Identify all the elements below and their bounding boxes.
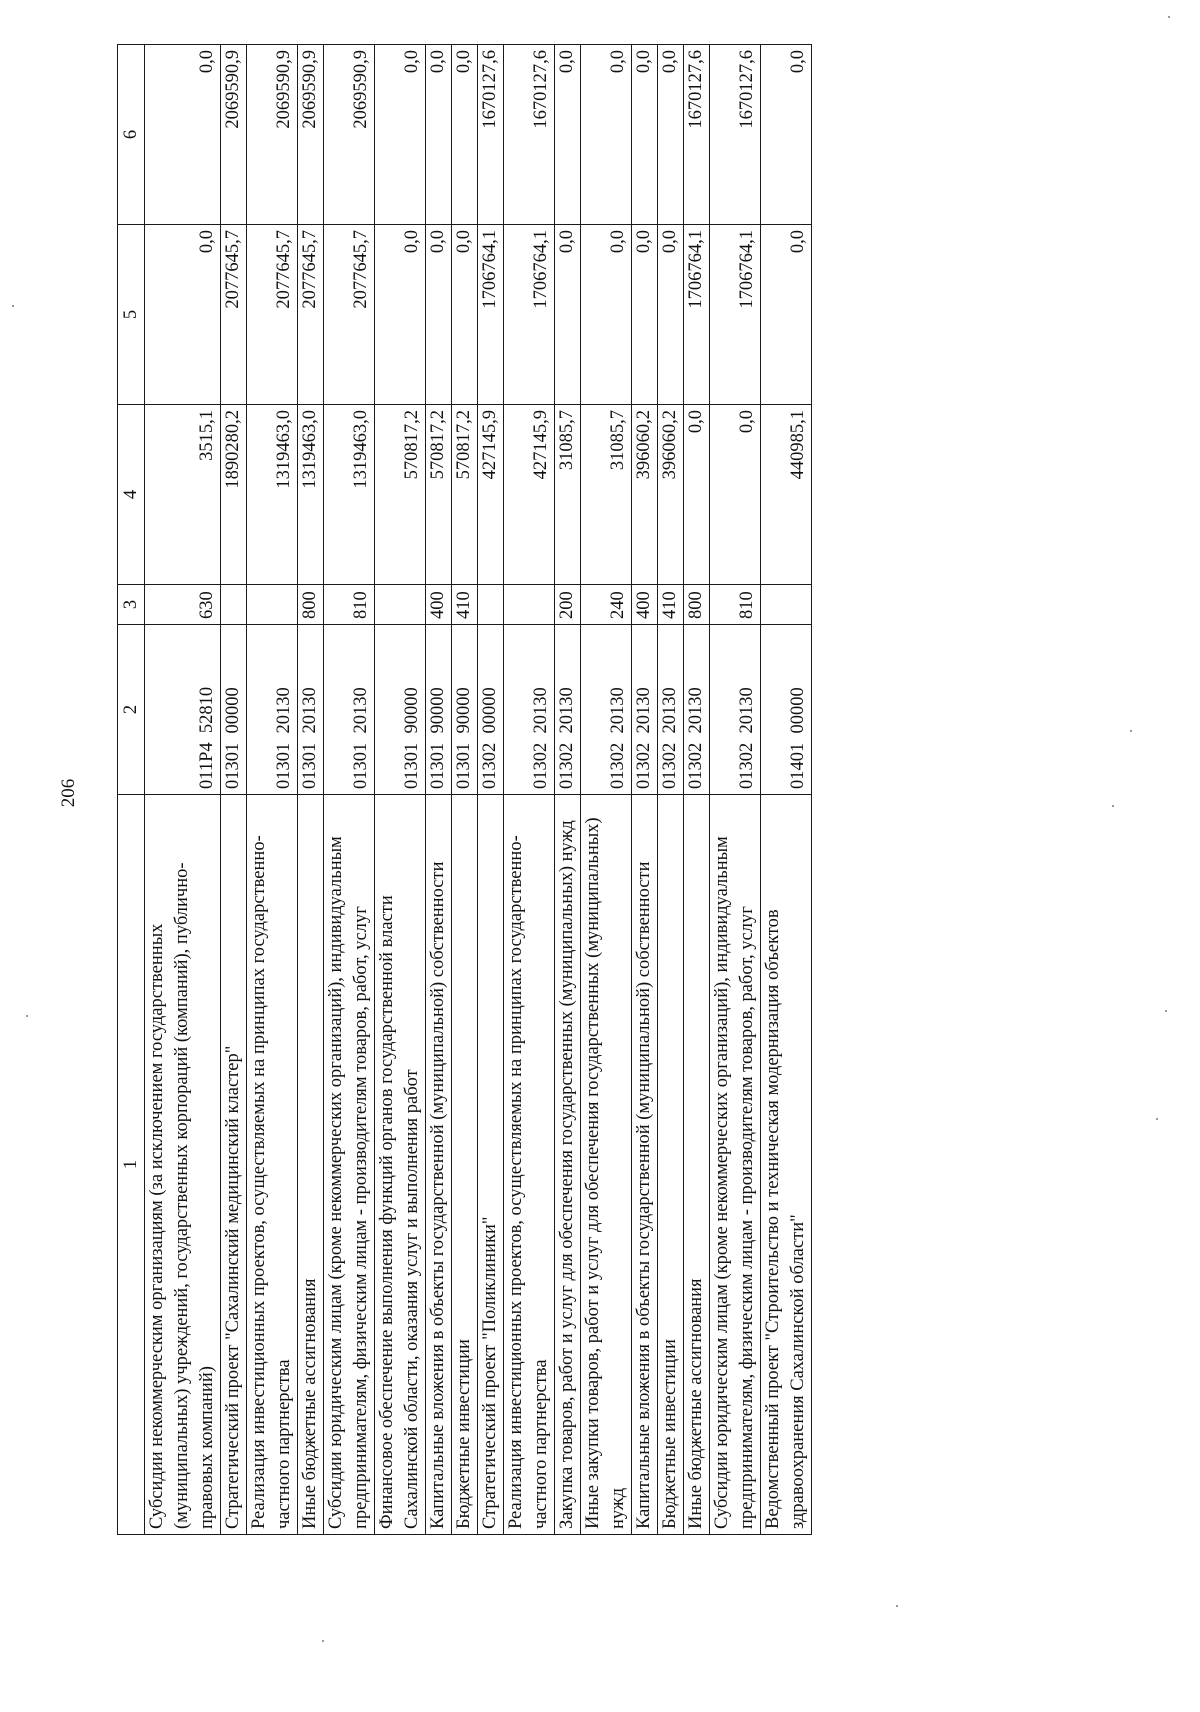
row-type-cell <box>221 585 247 625</box>
row-value-col4: 570817,2 <box>452 405 478 585</box>
row-value-col5: 2077645,7 <box>221 225 247 405</box>
row-code-cell: 01301 90000 <box>452 625 478 795</box>
row-value-col5: 0,0 <box>581 225 632 405</box>
row-code-cell: 01302 20130 <box>555 625 581 795</box>
row-name-cell: Капитальные вложения в объекты государственной (муниципальной) собственности <box>426 795 452 1535</box>
row-value-col5: 0,0 <box>632 225 658 405</box>
row-value-col4: 1890280,2 <box>221 405 247 585</box>
row-type-cell: 240 <box>581 585 632 625</box>
table-row <box>375 45 426 1535</box>
row-value-col4: 3515,1 <box>145 405 221 585</box>
row-code-cell: 01302 20130 <box>632 625 658 795</box>
header-col-4: 4 <box>118 405 145 585</box>
table-row <box>761 45 812 1535</box>
row-type-cell: 400 <box>426 585 452 625</box>
row-value-col4: 396060,2 <box>658 405 684 585</box>
row-type-cell: 400 <box>632 585 658 625</box>
table-row <box>504 45 555 1535</box>
table-row <box>452 45 478 1535</box>
table-row <box>324 45 375 1535</box>
row-value-col6: 0,0 <box>761 45 812 225</box>
table-row <box>426 45 452 1535</box>
row-value-col6: 2069590,9 <box>221 45 247 225</box>
header-col-2: 2 <box>118 625 145 795</box>
table-row <box>247 45 298 1535</box>
row-value-col6: 0,0 <box>555 45 581 225</box>
row-value-col5: 2077645,7 <box>298 225 324 405</box>
row-type-cell: 810 <box>710 585 761 625</box>
row-type-cell: 410 <box>658 585 684 625</box>
row-value-col6: 2069590,9 <box>247 45 298 225</box>
page-number: 206 <box>58 778 79 808</box>
row-name-cell: Ведомственный проект "Строительство и техническая модернизация объектов здравоохранения Сахалинской области" <box>761 795 812 1535</box>
row-type-cell: 810 <box>324 585 375 625</box>
table-row <box>478 45 504 1535</box>
row-value-col5: 0,0 <box>452 225 478 405</box>
row-value-col6: 1670127,6 <box>710 45 761 225</box>
row-code-cell: 01301 90000 <box>375 625 426 795</box>
header-col-1: 1 <box>118 795 145 1535</box>
header-col-5: 5 <box>118 225 145 405</box>
table-header-row <box>118 45 145 1535</box>
row-value-col6: 1670127,6 <box>478 45 504 225</box>
scan-speck <box>1130 730 1132 732</box>
row-type-cell: 410 <box>452 585 478 625</box>
table-row <box>658 45 684 1535</box>
row-name-cell: Субсидии юридическим лицам (кроме некоммерческих организаций), индивидуальным предпринимателям, физическим лицам - производителям товаров, работ, услуг <box>710 795 761 1535</box>
scan-speck <box>1156 1118 1158 1120</box>
table-row <box>632 45 658 1535</box>
row-name-cell: Субсидии юридическим лицам (кроме некоммерческих организаций), индивидуальным предпринимателям, физическим лицам - производителям товаров, работ, услуг <box>324 795 375 1535</box>
row-type-cell: 630 <box>145 585 221 625</box>
row-type-cell <box>247 585 298 625</box>
row-value-col5: 1706764,1 <box>710 225 761 405</box>
table-row <box>555 45 581 1535</box>
row-value-col5: 0,0 <box>375 225 426 405</box>
row-code-cell: 01302 20130 <box>504 625 555 795</box>
scan-speck <box>12 305 14 307</box>
row-code-cell: 01302 20130 <box>684 625 710 795</box>
row-type-cell: 200 <box>555 585 581 625</box>
scan-speck <box>322 1640 324 1642</box>
row-value-col6: 2069590,9 <box>324 45 375 225</box>
row-value-col4: 570817,2 <box>426 405 452 585</box>
row-value-col6: 0,0 <box>658 45 684 225</box>
row-value-col4: 427145,9 <box>478 405 504 585</box>
row-name-cell: Бюджетные инвестиции <box>452 795 478 1535</box>
row-code-cell: 011P4 52810 <box>145 625 221 795</box>
budget-table <box>117 44 812 1535</box>
row-value-col6: 0,0 <box>452 45 478 225</box>
table-row <box>145 45 221 1535</box>
row-type-cell <box>761 585 812 625</box>
row-value-col4: 31085,7 <box>581 405 632 585</box>
row-name-cell: Стратегический проект "Поликлиники" <box>478 795 504 1535</box>
row-code-cell: 01301 20130 <box>324 625 375 795</box>
scan-speck <box>896 1605 898 1607</box>
table-row <box>221 45 247 1535</box>
row-value-col5: 1706764,1 <box>504 225 555 405</box>
row-code-cell: 01302 20130 <box>658 625 684 795</box>
row-value-col6: 0,0 <box>375 45 426 225</box>
row-value-col5: 2077645,7 <box>247 225 298 405</box>
row-name-cell: Иные бюджетные ассигнования <box>684 795 710 1535</box>
row-value-col4: 427145,9 <box>504 405 555 585</box>
row-value-col5: 0,0 <box>555 225 581 405</box>
scan-speck <box>1165 1010 1167 1012</box>
row-value-col6: 0,0 <box>145 45 221 225</box>
row-code-cell: 01301 90000 <box>426 625 452 795</box>
row-value-col4: 0,0 <box>710 405 761 585</box>
header-col-6: 6 <box>118 45 145 225</box>
header-col-3: 3 <box>118 585 145 625</box>
row-name-cell: Реализация инвестиционных проектов, осуществляемых на принципах государственно-частного партнерства <box>504 795 555 1535</box>
row-code-cell: 01301 20130 <box>247 625 298 795</box>
row-value-col6: 0,0 <box>426 45 452 225</box>
row-value-col6: 1670127,6 <box>684 45 710 225</box>
row-type-cell <box>375 585 426 625</box>
row-name-cell: Иные закупки товаров, работ и услуг для обеспечения государственных (муниципальных) нужд <box>581 795 632 1535</box>
row-code-cell: 01301 00000 <box>221 625 247 795</box>
row-code-cell: 01401 00000 <box>761 625 812 795</box>
row-type-cell <box>478 585 504 625</box>
table-row <box>581 45 632 1535</box>
scan-speck <box>26 1015 28 1017</box>
row-type-cell <box>504 585 555 625</box>
row-name-cell: Субсидии некоммерческим организациям (за исключением государственных (муниципальных) учреждений, государственных корпораций (компаний), публично-правовых компаний) <box>145 795 221 1535</box>
row-value-col5: 2077645,7 <box>324 225 375 405</box>
row-value-col4: 440985,1 <box>761 405 812 585</box>
row-value-col4: 1319463,0 <box>324 405 375 585</box>
row-name-cell: Реализация инвестиционных проектов, осуществляемых на принципах государственно-частного партнерства <box>247 795 298 1535</box>
row-value-col6: 1670127,6 <box>504 45 555 225</box>
row-type-cell: 800 <box>684 585 710 625</box>
row-code-cell: 01302 20130 <box>710 625 761 795</box>
row-value-col4: 1319463,0 <box>247 405 298 585</box>
row-value-col4: 396060,2 <box>632 405 658 585</box>
row-value-col5: 0,0 <box>145 225 221 405</box>
row-name-cell: Финансовое обеспечение выполнения функций органов государственной власти Сахалинской области, оказания услуг и выполнения работ <box>375 795 426 1535</box>
row-value-col4: 0,0 <box>684 405 710 585</box>
row-value-col6: 2069590,9 <box>298 45 324 225</box>
row-name-cell: Закупка товаров, работ и услуг для обеспечения государственных (муниципальных) нужд <box>555 795 581 1535</box>
row-value-col6: 0,0 <box>581 45 632 225</box>
row-value-col4: 31085,7 <box>555 405 581 585</box>
row-name-cell: Капитальные вложения в объекты государственной (муниципальной) собственности <box>632 795 658 1535</box>
row-name-cell: Стратегический проект "Сахалинский медицинский кластер" <box>221 795 247 1535</box>
table-row <box>298 45 324 1535</box>
row-name-cell: Иные бюджетные ассигнования <box>298 795 324 1535</box>
row-value-col6: 0,0 <box>632 45 658 225</box>
scan-speck <box>1112 805 1114 807</box>
row-type-cell: 800 <box>298 585 324 625</box>
row-name-cell: Бюджетные инвестиции <box>658 795 684 1535</box>
row-value-col5: 0,0 <box>761 225 812 405</box>
row-code-cell: 01302 20130 <box>581 625 632 795</box>
row-value-col5: 0,0 <box>426 225 452 405</box>
row-value-col5: 1706764,1 <box>684 225 710 405</box>
rotated-page-content <box>117 45 1049 1535</box>
row-value-col5: 0,0 <box>658 225 684 405</box>
row-value-col4: 1319463,0 <box>298 405 324 585</box>
row-value-col5: 1706764,1 <box>478 225 504 405</box>
row-code-cell: 01301 20130 <box>298 625 324 795</box>
table-row <box>710 45 761 1535</box>
scan-speck <box>1168 16 1170 18</box>
row-value-col4: 570817,2 <box>375 405 426 585</box>
row-code-cell: 01302 00000 <box>478 625 504 795</box>
table-row <box>684 45 710 1535</box>
